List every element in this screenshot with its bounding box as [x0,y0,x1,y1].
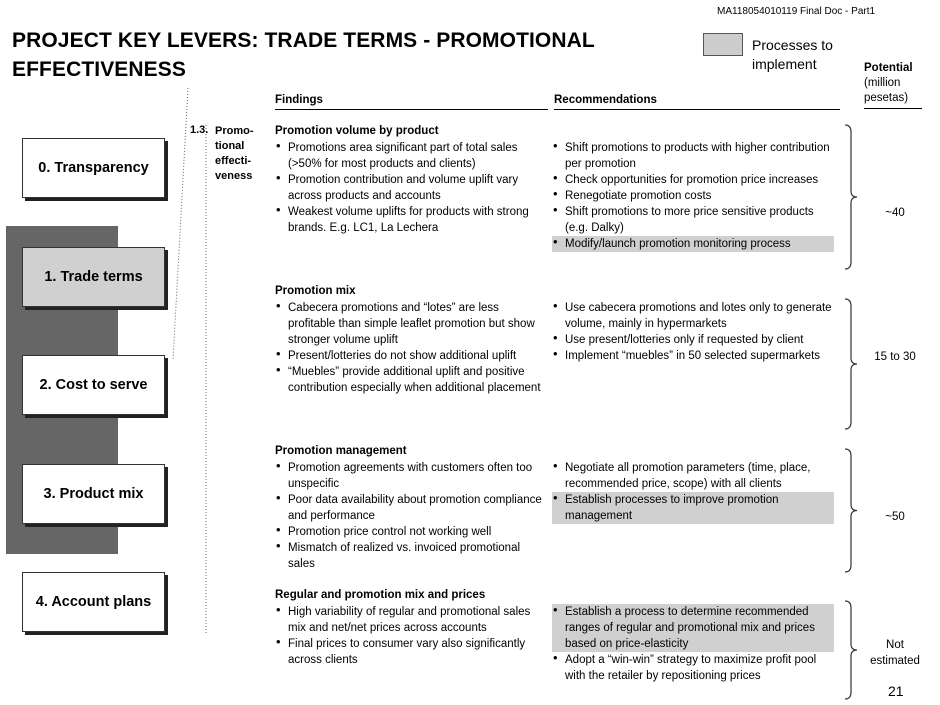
recommendation-item: • Negotiate all promotion parameters (time, place, recommended price, scope) with all clients [552,460,834,492]
recommendation-item: • Check opportunities for promotion price increases [552,172,834,188]
recommendation-item: • Use present/lotteries only if requested by client [552,332,834,348]
page-title: PROJECT KEY LEVERS: TRADE TERMS - PROMOTIONAL EFFECTIVENESS [12,29,595,81]
recommendations-header: Recommendations [554,94,657,106]
findings-list [275,140,547,236]
section-title: Regular and promotion mix and prices [275,589,486,601]
finding-item: • Promotion price control not working well [275,524,547,540]
lever-number: 1.3. [190,124,209,136]
findings-header: Findings [275,94,323,106]
potential-value: Not estimated [870,639,920,667]
recommendation-item: • Renegotiate promotion costs [552,188,834,204]
potential-value: 15 to 30 [874,351,916,363]
recommendation-item-process: • Establish a process to determine recommended ranges of regular and promotional mix and prices based on price-elasticity [552,604,834,652]
nav-button-1[interactable]: 1. Trade terms [22,247,165,307]
nav-button-4[interactable]: 4. Account plans [22,572,165,632]
potential-title: Potential [864,62,913,74]
finding-item: • Promotion contribution and volume uplift vary across products and accounts [275,172,547,204]
recommendation-item: • Adopt a “win-win” strategy to maximize profit pool with the retailer by repositioning prices [552,652,834,684]
potential-value: ~50 [885,511,905,523]
findings-list [275,460,547,572]
recommendation-item-process: • Establish processes to improve promotion management [552,492,834,524]
finding-item: • Promotion agreements with customers often too unspecific [275,460,547,492]
legend-label: Processes to implement [752,37,833,72]
recommendations-list [552,300,834,364]
finding-item: • High variability of regular and promotional sales mix and net/net prices across accounts [275,604,547,636]
recommendations-list [552,460,834,524]
finding-item: • Mismatch of realized vs. invoiced promotional sales [275,540,547,572]
finding-item: • Poor data availability about promotion compliance and performance [275,492,547,524]
potential-rule [864,108,922,109]
findings-list [275,300,547,396]
recommendation-item-process: • Modify/launch promotion monitoring process [552,236,834,252]
nav-button-0[interactable]: 0. Transparency [22,138,165,198]
recommendations-list [552,604,834,684]
document-id: MA118054010119 Final Doc - Part1 [717,6,876,17]
recommendation-item: • Use cabecera promotions and lotes only to generate volume, mainly in hypermarkets [552,300,834,332]
recommendation-item: • Shift promotions to products with higher contribution per promotion [552,140,834,172]
section-title: Promotion mix [275,285,356,297]
potential-header [864,61,934,106]
finding-item: • Cabecera promotions and “lotes” are less profitable than simple leaflet promotion but show stronger volume uplift [275,300,547,348]
page-number: 21 [888,683,904,699]
connector-lines [170,85,210,640]
potential-unit: (million pesetas) [864,77,909,104]
finding-item: • Promotions area significant part of total sales (>50% for most products and clients) [275,140,547,172]
nav-button-3[interactable]: 3. Product mix [22,464,165,524]
finding-item: • Present/lotteries do not show additional uplift [275,348,547,364]
recommendations-rule [554,109,840,110]
finding-item: • “Muebles” provide additional uplift and positive contribution especially when additional placement [275,364,547,396]
finding-item: • Weakest volume uplifts for products with strong brands. E.g. LC1, La Lechera [275,204,547,236]
section-title: Promotion volume by product [275,125,439,137]
legend-swatch [703,33,743,56]
potential-value: ~40 [885,207,905,219]
curly-brace [843,124,867,270]
recommendation-item: • Implement “muebles” in 50 selected supermarkets [552,348,834,364]
findings-list [275,604,547,668]
recommendation-item: • Shift promotions to more price sensitive products (e.g. Dalky) [552,204,834,236]
nav-button-2[interactable]: 2. Cost to serve [22,355,165,415]
section-title: Promotion management [275,445,407,457]
findings-rule [275,109,548,110]
finding-item: • Final prices to consumer vary also significantly across clients [275,636,547,668]
lever-label: Promo- tional effecti- veness [215,125,254,182]
recommendations-list [552,140,834,252]
